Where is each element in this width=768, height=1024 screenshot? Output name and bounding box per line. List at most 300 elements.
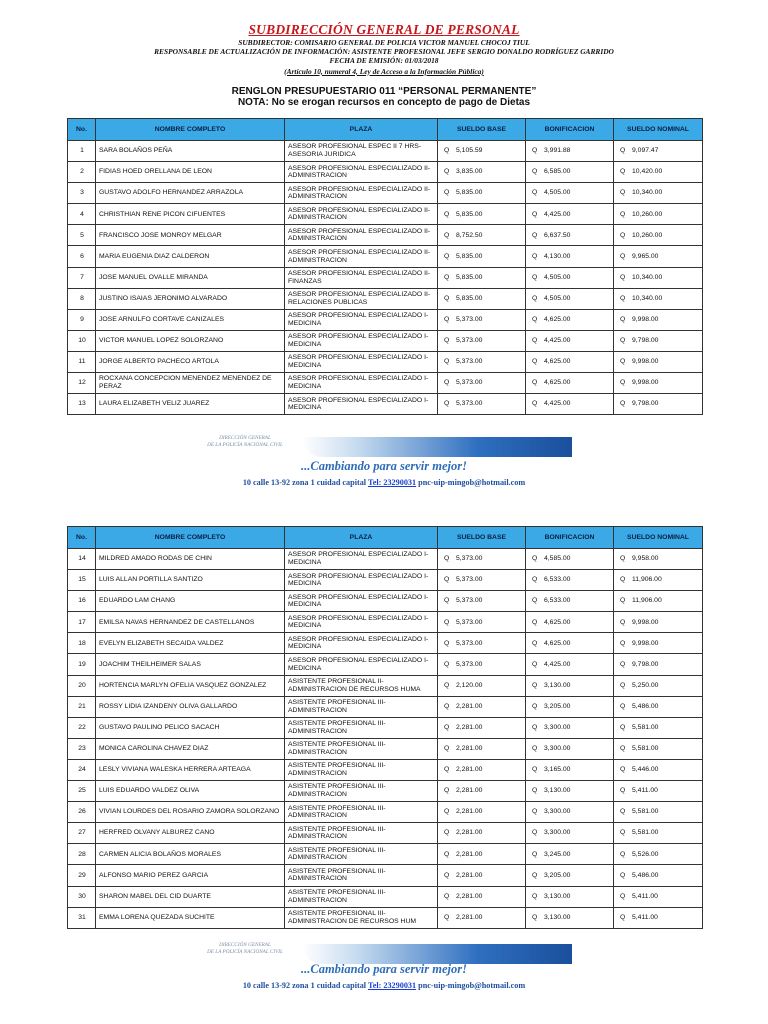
cell-no: 5 (68, 225, 96, 246)
cell-sueldo-nominal (614, 612, 703, 633)
cell-bonificacion (526, 141, 614, 162)
cell-plaza: ASISTENTE PROFESIONAL III- ADMINISTRACION (285, 802, 438, 823)
contact-line (0, 981, 768, 990)
amount: 2,281.00 (456, 702, 483, 710)
amount: 5,446.00 (632, 766, 659, 774)
cell-sueldo-nominal (614, 865, 703, 886)
amount: 4,585.00 (544, 555, 571, 563)
table-row (68, 183, 703, 204)
logo-line1: DIRECCIÓN GENERAL (219, 435, 271, 441)
nota-dietas: NOTA: No se erogan recursos en concepto de pago de Dietas (237, 97, 531, 108)
amount: 2,281.00 (456, 766, 483, 774)
cell-sueldo-base (438, 394, 526, 415)
cell-bonificacion (526, 865, 614, 886)
cell-sueldo-nominal (614, 570, 703, 591)
amount: 5,835.00 (456, 210, 483, 218)
amount: 3,300.00 (544, 808, 571, 816)
amount: 5,373.00 (456, 618, 483, 626)
footer-logo-band (190, 431, 572, 459)
currency-symbol: Q (532, 913, 538, 921)
cell-bonificacion (526, 394, 614, 415)
cell-sueldo-nominal (614, 844, 703, 865)
table-row (68, 654, 703, 675)
cell-plaza: ASISTENTE PROFESIONAL III- ADMINISTRACION (285, 844, 438, 865)
currency-symbol: Q (532, 273, 538, 281)
cell-plaza: ASISTENTE PROFESIONAL III- ADMINISTRACION (285, 781, 438, 802)
amount: 5,373.00 (456, 337, 483, 345)
cell-plaza: ASESOR PROFESIONAL ESPECIALIZADO I-MEDICINA (285, 633, 438, 654)
table-row (68, 267, 703, 288)
cell-nombre: MILDRED AMADO RODAS DE CHIN (96, 549, 285, 570)
cell-no: 14 (68, 549, 96, 570)
cell-plaza: ASISTENTE PROFESIONAL III- ADMINISTRACION (285, 759, 438, 780)
cell-bonificacion (526, 225, 614, 246)
cell-nombre: FIDIAS HOED ORELLANA DE LEON (96, 162, 285, 183)
col-sueldo-nominal: SUELDO NOMINAL (614, 119, 703, 141)
col-bonificacion: BONIFICACION (526, 119, 614, 141)
cell-sueldo-nominal (614, 246, 703, 267)
amount: 4,425.00 (544, 400, 571, 408)
cell-bonificacion (526, 267, 614, 288)
amount: 3,130.00 (544, 787, 571, 795)
currency-symbol: Q (532, 252, 538, 260)
amount: 10,340.00 (632, 273, 663, 281)
amount: 5,581.00 (632, 745, 659, 753)
amount: 4,625.00 (544, 639, 571, 647)
page-title: SUBDIRECCIÓN GENERAL DE PERSONAL (248, 22, 520, 37)
amount: 4,425.00 (544, 337, 571, 345)
cell-sueldo-base (438, 330, 526, 351)
currency-symbol: Q (444, 294, 450, 302)
amount: 5,373.00 (456, 597, 483, 605)
table-header-row (68, 119, 703, 141)
currency-symbol: Q (620, 294, 626, 302)
cell-sueldo-base (438, 696, 526, 717)
cell-sueldo-base (438, 738, 526, 759)
cell-bonificacion (526, 204, 614, 225)
table-row (68, 865, 703, 886)
table-row (68, 246, 703, 267)
amount: 5,411.00 (632, 913, 658, 921)
col-plaza: PLAZA (285, 119, 438, 141)
amount: 5,373.00 (456, 660, 483, 668)
cell-nombre: JOACHIM THEILHEIMER SALAS (96, 654, 285, 675)
cell-nombre: FRANCISCO JOSE MONROY MELGAR (96, 225, 285, 246)
cell-sueldo-nominal (614, 549, 703, 570)
cell-sueldo-base (438, 802, 526, 823)
currency-symbol: Q (620, 766, 626, 774)
currency-symbol: Q (444, 400, 450, 408)
amount: 2,281.00 (456, 871, 483, 879)
currency-symbol: Q (620, 358, 626, 366)
slogan: ...Cambiando para servir mejor! (301, 962, 467, 976)
currency-symbol: Q (444, 913, 450, 921)
address: 10 calle 13-92 zona 1 cuidad capital (242, 981, 368, 990)
amount: 5,835.00 (456, 252, 483, 260)
currency-symbol: Q (620, 639, 626, 647)
cell-sueldo-base (438, 204, 526, 225)
cell-plaza: ASESOR PROFESIONAL ESPECIALIZADO II-RELACIONES PUBLICAS (285, 288, 438, 309)
cell-sueldo-base (438, 612, 526, 633)
cell-sueldo-base (438, 373, 526, 394)
table-row (68, 141, 703, 162)
cell-bonificacion (526, 823, 614, 844)
cell-bonificacion (526, 183, 614, 204)
amount: 4,625.00 (544, 618, 571, 626)
amount: 3,130.00 (544, 892, 571, 900)
subdirector-line: SUBDIRECTOR: COMISARIO GENERAL DE POLICIA VICTOR MANUEL CHOCOJ TIUL (238, 38, 530, 47)
currency-symbol: Q (532, 168, 538, 176)
table-row (68, 907, 703, 928)
amount: 5,581.00 (632, 829, 659, 837)
amount: 2,281.00 (456, 829, 483, 837)
amount: 9,798.00 (632, 337, 659, 345)
cell-no: 29 (68, 865, 96, 886)
cell-sueldo-nominal (614, 738, 703, 759)
currency-symbol: Q (620, 252, 626, 260)
amount: 9,798.00 (632, 660, 659, 668)
table-row (68, 351, 703, 372)
currency-symbol: Q (444, 555, 450, 563)
email[interactable]: pnc-uip-mingob@hotmail.com (416, 981, 526, 990)
cell-bonificacion (526, 886, 614, 907)
table-row (68, 738, 703, 759)
personal-table-1 (67, 118, 703, 415)
cell-no: 21 (68, 696, 96, 717)
cell-sueldo-nominal (614, 373, 703, 394)
currency-symbol: Q (532, 808, 538, 816)
currency-symbol: Q (620, 913, 626, 921)
amount: 9,958.00 (632, 555, 659, 563)
amount: 9,998.00 (632, 639, 659, 647)
cell-nombre: EMILSA NAVAS HERNANDEZ DE CASTELLANOS (96, 612, 285, 633)
cell-sueldo-nominal (614, 204, 703, 225)
currency-symbol: Q (444, 702, 450, 710)
amount: 5,835.00 (456, 189, 483, 197)
currency-symbol: Q (532, 639, 538, 647)
cell-no: 24 (68, 759, 96, 780)
amount: 3,300.00 (544, 724, 571, 731)
cell-plaza: ASISTENTE PROFESIONAL III- ADMINISTRACION (285, 717, 438, 738)
cell-sueldo-nominal (614, 183, 703, 204)
col-no: No. (68, 119, 96, 141)
table-header-row (68, 527, 703, 549)
cell-bonificacion (526, 549, 614, 570)
amount: 5,373.00 (456, 555, 483, 563)
amount: 9,998.00 (632, 618, 659, 626)
currency-symbol: Q (620, 829, 626, 837)
currency-symbol: Q (444, 766, 450, 774)
cell-sueldo-base (438, 225, 526, 246)
cell-bonificacion (526, 675, 614, 696)
cell-sueldo-nominal (614, 591, 703, 612)
cell-nombre: SHARON MABEL DEL CID DUARTE (96, 886, 285, 907)
amount: 2,281.00 (456, 892, 483, 900)
cell-bonificacion (526, 330, 614, 351)
cell-nombre: HERFRED OLVANY ALBUREZ CANO (96, 823, 285, 844)
table-row (68, 802, 703, 823)
currency-symbol: Q (532, 576, 538, 584)
currency-symbol: Q (620, 724, 626, 731)
currency-symbol: Q (444, 379, 450, 387)
cell-sueldo-nominal (614, 759, 703, 780)
logo-line1: DIRECCIÓN GENERAL (219, 942, 271, 948)
currency-symbol: Q (532, 702, 538, 710)
cell-no: 11 (68, 351, 96, 372)
amount: 5,581.00 (632, 724, 659, 731)
cell-sueldo-base (438, 141, 526, 162)
amount: 5,486.00 (632, 871, 659, 879)
amount: 5,373.00 (456, 358, 483, 366)
table-row (68, 309, 703, 330)
currency-symbol: Q (532, 745, 538, 753)
amount: 5,105.59 (456, 147, 483, 155)
currency-symbol: Q (620, 892, 626, 900)
cell-sueldo-base (438, 759, 526, 780)
table-row (68, 781, 703, 802)
table-row (68, 696, 703, 717)
table-row (68, 549, 703, 570)
cell-nombre: LAURA ELIZABETH VELIZ JUAREZ (96, 394, 285, 415)
cell-bonificacion (526, 717, 614, 738)
amount: 3,991.88 (544, 147, 571, 155)
cell-sueldo-nominal (614, 330, 703, 351)
amount: 10,420.00 (632, 168, 663, 176)
currency-symbol: Q (620, 231, 626, 239)
amount: 4,425.00 (544, 660, 571, 668)
cell-nombre: EVELYN ELIZABETH SECAIDA VALDEZ (96, 633, 285, 654)
currency-symbol: Q (444, 168, 450, 176)
currency-symbol: Q (620, 597, 626, 605)
cell-bonificacion (526, 612, 614, 633)
cell-nombre: GUSTAVO PAULINO PELICO SACACH (96, 717, 285, 738)
cell-sueldo-nominal (614, 267, 703, 288)
table-row (68, 204, 703, 225)
cell-bonificacion (526, 844, 614, 865)
amount: 2,120.00 (456, 681, 483, 689)
currency-symbol: Q (620, 745, 626, 753)
amount: 3,130.00 (544, 681, 571, 689)
footer-blue-bar (302, 437, 572, 457)
cell-plaza: ASESOR PROFESIONAL ESPECIALIZADO I-MEDICINA (285, 549, 438, 570)
table-row (68, 570, 703, 591)
currency-symbol: Q (444, 871, 450, 879)
amount: 3,300.00 (544, 829, 571, 837)
contact-line (0, 478, 768, 487)
amount: 4,625.00 (544, 316, 571, 323)
cell-plaza: ASISTENTE PROFESIONAL III- ADMINISTRACION (285, 823, 438, 844)
currency-symbol: Q (444, 618, 450, 626)
amount: 2,281.00 (456, 787, 483, 795)
cell-plaza: ASESOR PROFESIONAL ESPECIALIZADO II-ADMINISTRACION (285, 183, 438, 204)
col-no: No. (68, 527, 96, 549)
cell-no: 3 (68, 183, 96, 204)
amount: 3,835.00 (456, 168, 483, 176)
cell-sueldo-base (438, 633, 526, 654)
amount: 5,411.00 (632, 892, 658, 900)
currency-symbol: Q (620, 147, 626, 155)
currency-symbol: Q (532, 147, 538, 155)
table-row (68, 394, 703, 415)
amount: 5,250.00 (632, 681, 659, 689)
cell-no: 23 (68, 738, 96, 759)
currency-symbol: Q (532, 597, 538, 605)
cell-plaza: ASISTENTE PROFESIONAL III- ADMINISTRACION (285, 696, 438, 717)
logo-line2: DE LA POLICÍA NACIONAL CIVIL (207, 948, 283, 955)
currency-symbol: Q (620, 316, 626, 323)
cell-plaza: ASESOR PROFESIONAL ESPECIALIZADO II-ADMINISTRACION (285, 204, 438, 225)
cell-plaza: ASISTENTE PROFESIONAL III- ADMINISTRACION DE RECURSOS HUM (285, 907, 438, 928)
renglon-presupuestario: RENGLON PRESUPUESTARIO 011 “PERSONAL PERMANENTE” (231, 86, 537, 97)
cell-sueldo-nominal (614, 162, 703, 183)
cell-no: 10 (68, 330, 96, 351)
cell-sueldo-nominal (614, 351, 703, 372)
cell-sueldo-nominal (614, 717, 703, 738)
cell-sueldo-nominal (614, 394, 703, 415)
col-bonificacion: BONIFICACION (526, 527, 614, 549)
table-row (68, 633, 703, 654)
currency-symbol: Q (444, 808, 450, 816)
amount: 6,585.00 (544, 168, 571, 176)
cell-nombre: MONICA CAROLINA CHAVEZ DIAZ (96, 738, 285, 759)
cell-nombre: JORGE ALBERTO PACHECO ARTOLA (96, 351, 285, 372)
cell-no: 1 (68, 141, 96, 162)
cell-sueldo-nominal (614, 141, 703, 162)
currency-symbol: Q (444, 273, 450, 281)
amount: 4,130.00 (544, 252, 571, 260)
cell-sueldo-nominal (614, 654, 703, 675)
amount: 4,505.00 (544, 273, 571, 281)
cell-no: 31 (68, 907, 96, 928)
cell-plaza: ASISTENTE PROFESIONAL II- ADMINISTRACION DE RECURSOS HUMA (285, 675, 438, 696)
cell-no: 6 (68, 246, 96, 267)
amount: 5,373.00 (456, 316, 483, 323)
cell-sueldo-base (438, 309, 526, 330)
cell-plaza: ASISTENTE PROFESIONAL III- ADMINISTRACION (285, 738, 438, 759)
cell-no: 4 (68, 204, 96, 225)
tel-link[interactable]: Tel: 23290031 (367, 981, 417, 990)
currency-symbol: Q (532, 787, 538, 795)
currency-symbol: Q (444, 660, 450, 668)
currency-symbol: Q (444, 147, 450, 155)
cell-sueldo-base (438, 907, 526, 928)
cell-bonificacion (526, 654, 614, 675)
currency-symbol: Q (620, 189, 626, 197)
cell-sueldo-base (438, 549, 526, 570)
currency-symbol: Q (444, 252, 450, 260)
pnc-logo (190, 431, 300, 459)
cell-no: 18 (68, 633, 96, 654)
amount: 2,281.00 (456, 745, 483, 753)
amount: 5,373.00 (456, 576, 483, 584)
cell-sueldo-nominal (614, 802, 703, 823)
amount: 9,097.47 (632, 147, 659, 155)
currency-symbol: Q (444, 787, 450, 795)
cell-no: 2 (68, 162, 96, 183)
cell-sueldo-nominal (614, 823, 703, 844)
table-row (68, 675, 703, 696)
currency-symbol: Q (620, 787, 626, 795)
currency-symbol: Q (532, 892, 538, 900)
currency-symbol: Q (620, 618, 626, 626)
cell-bonificacion (526, 373, 614, 394)
currency-symbol: Q (532, 660, 538, 668)
cell-sueldo-base (438, 183, 526, 204)
currency-symbol: Q (620, 400, 626, 408)
table-row (68, 886, 703, 907)
cell-sueldo-nominal (614, 225, 703, 246)
amount: 5,835.00 (456, 294, 483, 302)
cell-bonificacion (526, 351, 614, 372)
currency-symbol: Q (620, 210, 626, 218)
table-row (68, 373, 703, 394)
amount: 5,373.00 (456, 639, 483, 647)
cell-bonificacion (526, 162, 614, 183)
cell-bonificacion (526, 781, 614, 802)
currency-symbol: Q (444, 745, 450, 753)
currency-symbol: Q (620, 702, 626, 710)
currency-symbol: Q (444, 210, 450, 218)
cell-sueldo-base (438, 591, 526, 612)
currency-symbol: Q (532, 724, 538, 731)
cell-no: 8 (68, 288, 96, 309)
col-sueldo-base: SUELDO BASE (438, 119, 526, 141)
currency-symbol: Q (532, 871, 538, 879)
currency-symbol: Q (444, 681, 450, 689)
cell-sueldo-base (438, 351, 526, 372)
currency-symbol: Q (532, 681, 538, 689)
amount: 4,505.00 (544, 294, 571, 302)
currency-symbol: Q (620, 681, 626, 689)
amount: 10,260.00 (632, 210, 663, 218)
currency-symbol: Q (620, 850, 626, 858)
currency-symbol: Q (532, 358, 538, 366)
amount: 6,533.00 (544, 576, 571, 584)
address: 10 calle 13-92 zona 1 cuidad capital (242, 478, 368, 487)
cell-no: 13 (68, 394, 96, 415)
amount: 6,637.50 (544, 231, 571, 239)
tel-link[interactable]: Tel: 23290031 (367, 478, 417, 487)
cell-nombre: CHRISTHIAN RENE PICON CIFUENTES (96, 204, 285, 225)
currency-symbol: Q (444, 316, 450, 323)
email[interactable]: pnc-uip-mingob@hotmail.com (416, 478, 526, 487)
cell-nombre: EMMA LORENA QUEZADA SUCHITE (96, 907, 285, 928)
cell-sueldo-base (438, 162, 526, 183)
cell-sueldo-nominal (614, 781, 703, 802)
cell-plaza: ASISTENTE PROFESIONAL III- ADMINISTRACION (285, 865, 438, 886)
cell-plaza: ASESOR PROFESIONAL ESPECIALIZADO II-ADMINISTRACION (285, 162, 438, 183)
cell-sueldo-base (438, 717, 526, 738)
amount: 9,998.00 (632, 358, 659, 366)
cell-sueldo-base (438, 288, 526, 309)
table-row (68, 225, 703, 246)
amount: 5,526.00 (632, 850, 659, 858)
cell-bonificacion (526, 288, 614, 309)
cell-nombre: JUSTINO ISAIAS JERONIMO ALVARADO (96, 288, 285, 309)
col-nombre: NOMBRE COMPLETO (96, 119, 285, 141)
cell-sueldo-base (438, 570, 526, 591)
currency-symbol: Q (444, 337, 450, 345)
cell-no: 25 (68, 781, 96, 802)
currency-symbol: Q (620, 337, 626, 345)
slogan: ...Cambiando para servir mejor! (301, 459, 467, 473)
amount: 3,245.00 (544, 850, 571, 858)
currency-symbol: Q (620, 379, 626, 387)
cell-bonificacion (526, 246, 614, 267)
currency-symbol: Q (532, 850, 538, 858)
cell-nombre: EDUARDO LAM CHANG (96, 591, 285, 612)
currency-symbol: Q (620, 808, 626, 816)
